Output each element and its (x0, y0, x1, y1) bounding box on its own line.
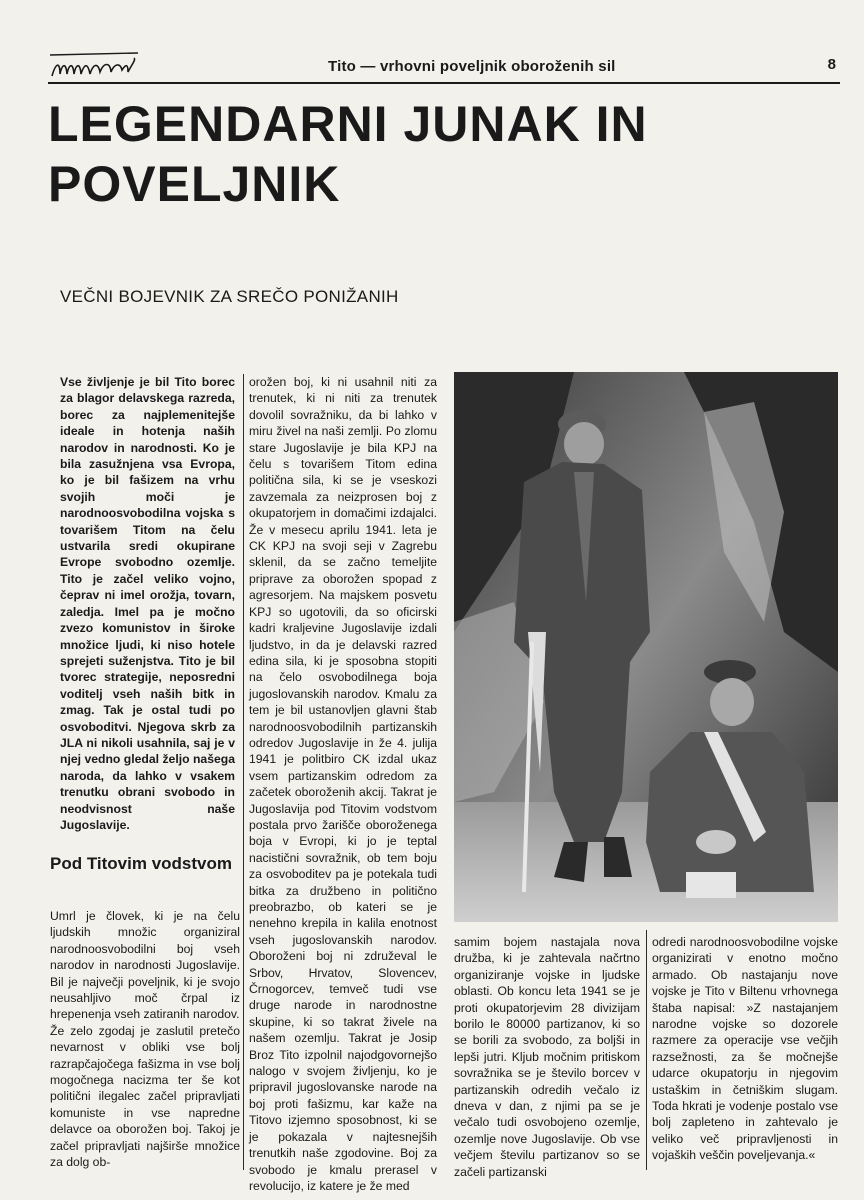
subheadline: VEČNI BOJEVNIK ZA SREČO PONIŽANIH (60, 287, 399, 306)
column-4-text: odredi narodnoosvobodilne vojske organizirati v enotno močno armado. Ob nastajanju nove vojske je Tito v Biltenu vrhovnega štaba napisal: »Z nastajanjem narodne vojske so dozorele razmere za operacije vse večjih razsežnosti, za še močnejše udarce okupatorju in njegovim ustaškim in četniškim slugam. Toda hkrati je vodenje postalo vse bolj zapleteno in zahtevalo je veliko več pripravljenosti in vojaških veščin poveljevanja.« (652, 935, 838, 1163)
column-3-text: samim bojem nastajala nova družba, ki je zahtevala načrtno organiziranje vojske in ljudske oblasti. Ob koncu leta 1941 se je proti okupatorjevim 28 divizijam borilo le 80000 partizanov, ki so se borili za svobodo, za boljši in lepši jutri. Kljub močnim pritiskom sovražnika se je število borcev v partizanskih odredih večalo iz dneva v dan, z njimi pa se je večalo tudi osvobojeno ozemlje, ozemlje nove Jugoslavije. Ob vse večjem številu partizanov so se začeli partizanski (454, 935, 640, 1179)
page-header (48, 48, 840, 84)
page-number: 8 (827, 56, 836, 73)
article-column-2 (249, 374, 437, 1194)
historical-photo (454, 372, 838, 922)
column-2-text: orožen boj, ki ni usahnil niti za trenutek, ki ni niti za trenutek dovolil sovražniku, da bi lahko v miru živel na naši zemlji. Po zlomu stare Jugoslavije je bila KPJ na čelu s tovarišem Titom edina politična sila, ki se je vseskozi zavzemala za neizprosen boj z okupatorjem in domačimi izdajalci. Že v mesecu aprilu 1941. leta je CK KPJ na svoji seji v Zagrebu sklenil, da se začno temeljite priprave za oborožen spopad z agresorjem. Na majskem posvetu KPJ so ugotovili, da so oficirski kadri kraljevine Jugoslavije izdali ljudstvo, in da je delavski razred edina sila, ki je sposobna stopiti na čelo osvobodilnega boja jugoslovanskih narodov. Kmalu za tem je bil ustanovljen glavni štab narodnoosvobodilnih partizanskih odredov Jugoslavije in že 4. julija 1941 je politbiro CK izdal ukaz vsem partizanskim odredom za začetek oboroženih akcij. Takrat je Jugoslavija pod Titovim vodstvom postala prvo žarišče oboroženega boja v Evropi, ki jo je teptal nacistični sovražnik, ob tem boju za osvoboditev pa je potekala tudi bitka za družbeno in politično preobrazbo, ob kateri se je nenehno krepila in kalila enotnost vseh jugoslovanskih narodov. Oboroženi boj ni združeval le Srbov, Hrvatov, Slovencev, Črnogorcev, temveč tudi vse druge narode in narodnostne skupine, ki so takrat živele na našem ozemlju. Takrat je Josip Broz Tito izpolnil najodgovornejšo nalogo v svojem življenju, ko je pripravil jugoslovanske narode na boj proti fašizmu, kar kaže na Titovo izjemno sposobnost, ki se je pokazala v najtesnejših trenutkih naše zgodovine. Boj za svobodo je kmalu prerasel v revolucijo, iz katere je že med (249, 375, 437, 1193)
running-title: Tito — vrhovni poveljnik oboroženih sil (328, 58, 616, 75)
lead-paragraph (60, 374, 235, 833)
photo-illustration (454, 372, 838, 922)
article-column-1 (50, 908, 240, 1171)
magazine-logo (48, 50, 140, 80)
headline: LEGENDARNI JUNAK IN POVELJNIK (48, 96, 648, 212)
article-column-3 (454, 934, 640, 1180)
article-column-4 (652, 934, 838, 1164)
column-divider-2 (646, 930, 647, 1170)
section-title: Pod Titovim vodstvom (50, 854, 232, 873)
column-divider-1 (243, 374, 244, 1170)
column-1-paragraph-2: Že zelo zgodaj je zaslutil pretečo nevarnost v obliki vse bolj razrapčajočega fašizma in vse bolj mogočnega nacizma ter še kot politični ilegalec začel pripravljati komuniste in vse napredne delavce oa oborožen boj. Takoj je začel pripravljati najširše množice za dolg ob- (50, 1023, 240, 1170)
lead-text: Vse življenje je bil Tito borec za blagor delavskega razreda, borec za najplemenitejše ideale in hotenja naših narodov in narodnosti. Ko je bila zasužnjena vsa Evropa, ko je bil fašizem na vrhu svojih moči je narodnoosvobodilna vojska s tovarišem Titom na čelu ustvarila sredi okupirane Evrope svobodno ozemlje. Tito je začel veliko vojno, čeprav ni imel orožja, tovarn, zaledja. Imel pa je močno zvezo komunistov in široke množice ljudi, ki niso hotele sprejeti suženjstva. Tito je bil tvorec strategije, neposredni voditelj vseh naših bitk in zmag. Tak je ostal tudi po osvoboditvi. Njegova skrb za JLA ni nikoli usahnila, saj je v njej vedno gledal željo našega naroda, da lahko v vsakem trenutku obrani svobodo in neodvisnost naše Jugoslavije. (60, 375, 235, 832)
column-1-paragraph-1: Umrl je človek, ki je na čelu ljudskih množic organiziral narodnoosvobodilni boj vseh narodov in narodnosti Jugoslavije. Bil je največji poveljnik, ki je svojo neusahljivo moč črpal iz hrepenenja vseh zatiranih narodov. (50, 909, 240, 1022)
